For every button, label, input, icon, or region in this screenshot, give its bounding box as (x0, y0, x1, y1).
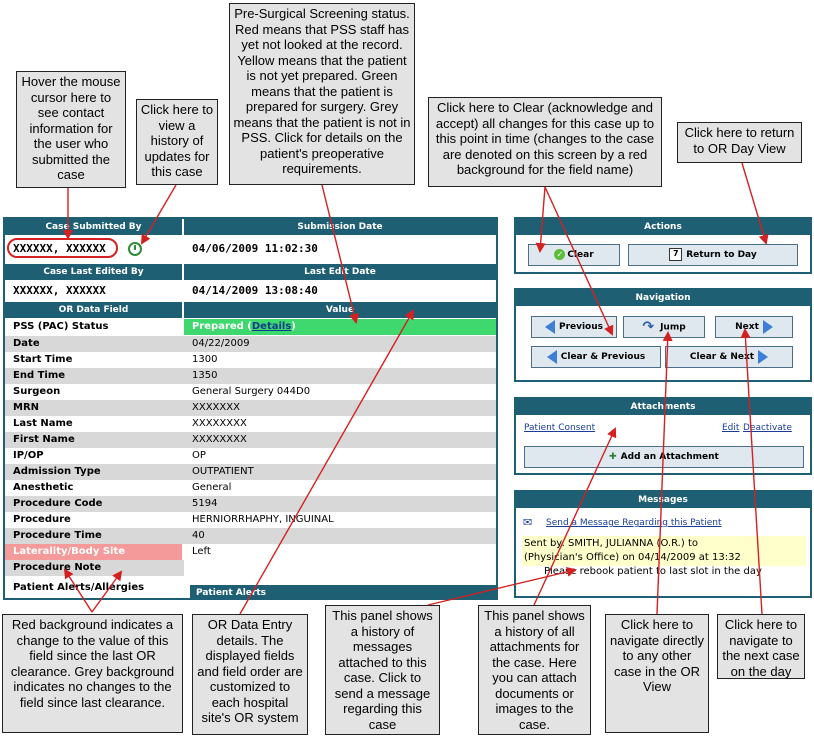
navigation-panel (514, 288, 812, 382)
field-value: Left (192, 546, 211, 557)
data-row-end-time (5, 368, 496, 384)
field-label: Anesthetic (13, 482, 74, 493)
field-label-changed: Laterality/Body Site (5, 544, 182, 560)
or-data-header-row (5, 302, 496, 318)
next-label: Next (735, 322, 759, 332)
pss-details-link[interactable]: Details (251, 321, 292, 332)
alerts-label: Patient Alerts/Allergies (13, 582, 145, 593)
right-arrow-icon (763, 320, 773, 334)
field-label: Procedure Code (13, 498, 103, 509)
add-attachment-button[interactable] (524, 446, 804, 468)
submission-date: 04/06/2009 11:02:30 (192, 242, 318, 255)
field-label: First Name (13, 434, 75, 445)
return-to-day-label: Return to Day (686, 250, 757, 260)
next-button[interactable] (715, 316, 793, 338)
case-submitted-by-header: Case Submitted By (5, 219, 182, 235)
callout-or-data-entry: OR Data Entry details. The displayed fields and field order are customized to each hospital site's OR system (192, 614, 308, 735)
attachments-panel (514, 397, 812, 475)
field-label: Procedure Time (13, 530, 102, 541)
data-row-laterality (5, 544, 496, 560)
clear-next-button[interactable] (665, 346, 793, 368)
messages-title: Messages (516, 492, 810, 508)
message-body: Please rebook patient to last slot in the day (544, 566, 762, 577)
clear-previous-button[interactable] (531, 346, 661, 368)
callout-attachments-panel: This panel shows a history of all attachments for the case. Here you can attach documents or images to the case. (478, 605, 591, 735)
right-arrow-icon (758, 350, 768, 364)
attachment-edit-link[interactable]: Edit (722, 423, 740, 433)
clear-button[interactable] (528, 244, 620, 266)
callout-red-background: Red background indicates a change to the value of this field since the last OR clearance. Grey background indicates no changes to the field since last clearance. (2, 614, 183, 733)
field-value: OP (192, 450, 206, 461)
attachment-deactivate-link[interactable]: Deactivate (743, 423, 792, 433)
or-data-field-header: OR Data Field (5, 302, 182, 318)
envelope-icon: ✉ (523, 516, 533, 529)
last-edit-row (5, 281, 496, 301)
field-label: Date (13, 338, 40, 349)
pss-status-text: Prepared ( (192, 321, 252, 332)
field-value: 40 (192, 530, 205, 541)
patient-alerts-title: Patient Alerts (192, 587, 498, 599)
calendar-icon: 7 (669, 248, 682, 261)
navigation-title: Navigation (516, 290, 810, 306)
data-row-start-time (5, 352, 496, 368)
field-value: XXXXXXXX (192, 418, 247, 429)
data-row-surgeon (5, 384, 496, 400)
jump-label: Jump (660, 322, 686, 333)
data-row-procedure-time (5, 528, 496, 544)
callout-return-day: Click here to return to OR Day View (677, 122, 802, 163)
message-recipient-line: (Physician's Office) on 04/14/2009 at 13:32 (524, 552, 741, 563)
data-row-procedure-note (5, 560, 496, 576)
value-header: Value (184, 302, 496, 318)
callout-history: Click here to view a history of updates for this case (136, 99, 218, 185)
field-label: Admission Type (13, 466, 101, 477)
attachment-link-patient-consent[interactable]: Patient Consent (524, 423, 596, 433)
field-label: MRN (13, 402, 40, 413)
field-value (184, 560, 496, 576)
field-label: Procedure Note (13, 562, 102, 573)
field-value: XXXXXXX (192, 402, 240, 413)
message-sender-line: Sent by: SMITH, JULIANNA (O.R.) to (524, 538, 698, 549)
pss-status-label: PSS (PAC) Status (13, 321, 109, 332)
previous-label: Previous (558, 322, 604, 332)
field-label: Last Name (13, 418, 73, 429)
field-value: 1350 (192, 370, 218, 381)
jump-arrow-icon: ↷ (642, 319, 655, 335)
field-value: General (192, 482, 232, 493)
field-value: OUTPATIENT (192, 466, 254, 477)
case-details-panel (3, 217, 498, 600)
data-row-anesthetic (5, 480, 496, 496)
history-clock-icon[interactable] (128, 242, 142, 256)
case-last-edited-by-header: Case Last Edited By (5, 264, 182, 280)
data-row-ip-op (5, 448, 496, 464)
callout-pss-status: Pre-Surgical Screening status. Red means that PSS staff has yet not looked at the record. Yellow means that the patient is not yet prepared. Green means that the patient is prepared for surgery. Grey means that the patient is not in PSS. Click for details on the patient's preoperative requirements. (229, 3, 415, 185)
data-row-date (5, 336, 496, 352)
pss-status-row (5, 319, 496, 335)
submission-date-header: Submission Date (184, 219, 496, 235)
clear-label: Clear (567, 250, 594, 260)
last-editor-name[interactable]: XXXXXX, XXXXXX (13, 284, 106, 297)
submitter-name[interactable]: XXXXXX, XXXXXX (13, 242, 106, 255)
field-value: XXXXXXXX (192, 434, 247, 445)
field-value: HERNIORRHAPHY, INGUINAL (192, 514, 334, 525)
actions-title: Actions (516, 219, 810, 235)
patient-alerts-box (190, 585, 498, 600)
field-label: IP/OP (13, 450, 44, 461)
data-row-procedure-code (5, 496, 496, 512)
paperclip-plus-icon: ✚ (609, 452, 617, 462)
add-attachment-label: Add an Attachment (620, 452, 719, 462)
data-row-mrn (5, 400, 496, 416)
check-icon: ✓ (554, 249, 565, 260)
callout-jump-any: Click here to navigate directly to any other case in the OR View (605, 614, 709, 733)
send-message-link[interactable]: Send a Message Regarding this Patient (546, 518, 722, 528)
last-edit-header-row (5, 264, 496, 280)
data-row-first-name (5, 432, 496, 448)
submission-header-row (5, 219, 496, 235)
field-value: 1300 (192, 354, 218, 365)
callout-hover-contact: Hover the mouse cursor here to see contact information for the user who submitted the case (16, 71, 126, 188)
data-row-procedure (5, 512, 496, 528)
left-arrow-icon (547, 350, 557, 364)
last-edit-date-header: Last Edit Date (184, 264, 496, 280)
field-label: End Time (13, 370, 66, 381)
callout-messages-panel: This panel shows a history of messages attached to this case. Click to send a message regarding this case (325, 605, 440, 735)
messages-panel (514, 490, 812, 598)
pss-close-paren: ) (291, 321, 296, 332)
field-label: Procedure (13, 514, 71, 525)
field-value: General Surgery 044D0 (192, 386, 311, 397)
submission-row (5, 236, 496, 262)
clear-next-label: Clear & Next (689, 352, 755, 362)
callout-clear-changes: Click here to Clear (acknowledge and accept) all changes for this case up to this point in time (changes to the case are denoted on this screen by a red background for the field name) (428, 97, 662, 187)
callout-next-case: Click here to navigate to the next case on the day (717, 614, 805, 679)
previous-button[interactable] (531, 316, 617, 338)
field-value: 5194 (192, 498, 218, 509)
left-arrow-icon (545, 320, 555, 334)
field-label: Surgeon (13, 386, 61, 397)
attachments-title: Attachments (516, 399, 810, 415)
data-row-admission-type (5, 464, 496, 480)
clear-previous-label: Clear & Previous (560, 352, 646, 362)
actions-panel (514, 217, 812, 274)
return-to-day-button[interactable] (628, 244, 798, 266)
pss-status-value (184, 319, 496, 335)
last-edit-date: 04/14/2009 13:08:40 (192, 284, 318, 297)
field-value: 04/22/2009 (192, 338, 250, 349)
field-label: Start Time (13, 354, 73, 365)
data-row-last-name (5, 416, 496, 432)
jump-button[interactable] (623, 316, 705, 338)
